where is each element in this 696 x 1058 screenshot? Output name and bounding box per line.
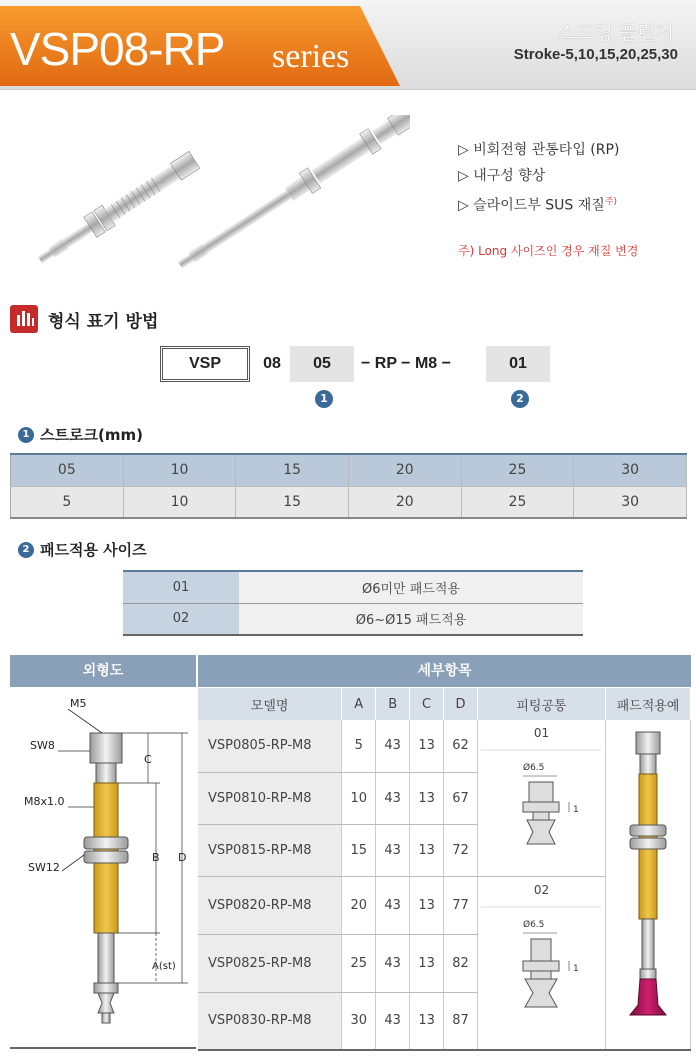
table-cell: 13 — [410, 824, 444, 876]
table-cell: 72 — [444, 824, 478, 876]
col-header: D — [444, 688, 478, 720]
table-row — [123, 571, 583, 603]
page-header — [0, 0, 696, 90]
table-cell: 67 — [444, 772, 478, 824]
table-cell: 10 — [342, 772, 376, 824]
marker-2: 2 — [511, 390, 529, 408]
label-sw12: SW12 — [28, 861, 60, 874]
table-cell: 10 — [123, 486, 236, 518]
section-title: 형식 표기 방법 — [48, 311, 159, 332]
fitting-dim: Ø6.5 — [523, 763, 545, 773]
series-label: series — [272, 38, 350, 75]
model-cell: VSP0810-RP-M8 — [198, 772, 342, 824]
dimension-drawing — [10, 687, 196, 1049]
table-cell: 43 — [376, 772, 410, 824]
fitting-cell-02 — [478, 876, 606, 1050]
stroke-code-row — [11, 454, 687, 486]
table-cell: 5 — [342, 720, 376, 772]
table-cell: 15 — [236, 454, 349, 486]
code-stroke: 05 — [290, 346, 354, 382]
table-cell: 25 — [461, 486, 574, 518]
table-cell: 13 — [410, 934, 444, 992]
model-cell: VSP0825-RP-M8 — [198, 934, 342, 992]
fitting-dim-1: 1 — [573, 963, 580, 974]
label-c: C — [144, 753, 152, 766]
code-type: − RP − M8 − — [360, 355, 451, 372]
product-name: 스프링 플런저 — [557, 22, 674, 44]
fitting-cell-01 — [478, 720, 606, 876]
feature-item: ▷ 비회전형 관통타입 (RP) — [458, 142, 620, 158]
table-cell: 15 — [342, 824, 376, 876]
stroke-value-row — [11, 486, 687, 518]
model-cell: VSP0815-RP-M8 — [198, 824, 342, 876]
table-cell: 13 — [410, 992, 444, 1050]
table-cell: 20 — [348, 486, 461, 518]
marker-1: 1 — [315, 390, 333, 408]
label-b: B — [152, 851, 160, 864]
stroke-num: 1 — [18, 427, 34, 443]
product-photo — [30, 115, 410, 285]
model-cell: VSP0830-RP-M8 — [198, 992, 342, 1050]
table-cell: 05 — [11, 454, 124, 486]
pad-desc: Ø6미만 패드적용 — [239, 571, 583, 603]
stroke-heading — [18, 424, 143, 445]
stroke-table — [10, 453, 687, 519]
table-cell: 30 — [342, 992, 376, 1050]
pad-num: 2 — [18, 542, 34, 558]
col-header: 피팅공통 — [478, 688, 606, 720]
table-cell: 20 — [342, 876, 376, 934]
fitting-label: 02 — [533, 882, 550, 897]
spec-header-row — [198, 688, 691, 720]
table-cell: 43 — [376, 992, 410, 1050]
label-m5: M5 — [70, 697, 87, 710]
table-cell: 30 — [574, 454, 687, 486]
drawing-title: 외형도 — [10, 655, 196, 687]
col-header: A — [342, 688, 376, 720]
table-cell: 5 — [11, 486, 124, 518]
feature-item: ▷ 슬라이드부 SUS 재질$^{주)}$ — [458, 197, 618, 214]
table-row — [123, 603, 583, 635]
table-cell: 62 — [444, 720, 478, 772]
footnote-mark: 주) — [604, 197, 618, 207]
fitting-drawing — [481, 897, 601, 1025]
section-heading — [10, 305, 158, 333]
fitting-dim-1: 1 — [573, 805, 580, 815]
code-pad: 01 — [486, 346, 550, 382]
pad-code: 02 — [123, 603, 239, 635]
fitting-label: 01 — [533, 726, 550, 740]
model-cell: VSP0805-RP-M8 — [198, 720, 342, 772]
model-title: VSP08-RP — [10, 23, 225, 75]
label-sw8: SW8 — [30, 739, 55, 752]
col-header: 패드적용예 — [605, 688, 690, 720]
col-header: B — [376, 688, 410, 720]
table-cell: 43 — [376, 720, 410, 772]
table-cell: 25 — [342, 934, 376, 992]
table-row — [198, 720, 691, 772]
table-cell: 30 — [574, 486, 687, 518]
table-cell: 10 — [123, 454, 236, 486]
table-cell: 43 — [376, 876, 410, 934]
col-header: C — [410, 688, 444, 720]
plunger-drawing — [10, 687, 196, 1047]
table-cell: 43 — [376, 824, 410, 876]
code-size: 08 — [263, 355, 281, 372]
details-title: 세부항목 — [198, 655, 691, 687]
bar-chart-icon — [10, 305, 38, 333]
table-cell: 25 — [461, 454, 574, 486]
table-cell: 13 — [410, 720, 444, 772]
label-a: A(st) — [152, 961, 176, 972]
pad-code: 01 — [123, 571, 239, 603]
spec-table — [198, 688, 691, 1051]
stroke-title: 스트로크(mm) — [40, 426, 143, 444]
label-m8: M8x1.0 — [24, 795, 65, 808]
pad-example-cell — [605, 720, 690, 1050]
pad-title: 패드적용 사이즈 — [40, 541, 147, 559]
stroke-list: Stroke-5,10,15,20,25,30 — [513, 46, 678, 63]
pad-example-drawing — [606, 720, 690, 1020]
table-cell: 20 — [348, 454, 461, 486]
fitting-drawing — [481, 740, 601, 860]
spec-block — [10, 655, 691, 1051]
table-cell: 13 — [410, 876, 444, 934]
feature-item: ▷ 내구성 향상 — [458, 168, 546, 184]
label-d: D — [178, 851, 187, 864]
table-cell: 43 — [376, 934, 410, 992]
table-cell: 82 — [444, 934, 478, 992]
table-cell: 15 — [236, 486, 349, 518]
code-prefix: VSP — [160, 346, 250, 382]
feature-list — [458, 137, 619, 219]
table-cell: 13 — [410, 772, 444, 824]
table-cell: 87 — [444, 992, 478, 1050]
fitting-dim: Ø6.5 — [523, 919, 545, 930]
col-header: 모델명 — [198, 688, 342, 720]
model-cell: VSP0820-RP-M8 — [198, 876, 342, 934]
pad-table — [123, 570, 583, 636]
table-cell: 77 — [444, 876, 478, 934]
material-note: 주) Long 사이즈인 경우 재질 변경 — [458, 244, 639, 258]
pad-desc: Ø6~Ø15 패드적용 — [239, 603, 583, 635]
pad-heading — [18, 539, 147, 560]
